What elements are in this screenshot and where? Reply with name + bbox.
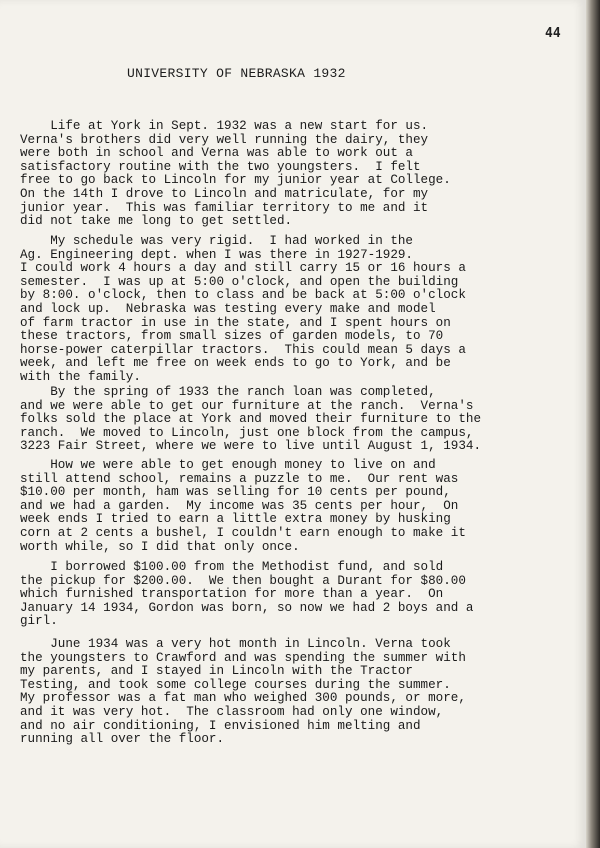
- paragraph-june-1934: [20, 638, 495, 747]
- text-line: Life at York in Sept. 1932 was a new start for us.: [20, 119, 429, 133]
- text-line: By the spring of 1933 the ranch loan was completed,: [20, 385, 436, 399]
- text-line: which furnished transportation for more than a year. On: [20, 587, 444, 602]
- paragraph-york-1932: [20, 120, 495, 229]
- text-line: worth while, so I did that only once.: [20, 539, 300, 554]
- text-line: did not take me long to get settled.: [20, 214, 293, 229]
- text-line: 3223 Fair Street, where we were to live until August 1, 1934.: [20, 439, 482, 454]
- text-line: girl.: [20, 614, 58, 629]
- text-line: How we were able to get enough money to live on and: [20, 458, 436, 472]
- text-line: horse-power caterpillar tractors. This could mean 5 days a: [20, 342, 466, 357]
- page-number: 44: [545, 26, 561, 41]
- text-line: were both in school and Verna was able to work out a: [20, 146, 413, 161]
- text-line: I could work 4 hours a day and still carry 15 or 16 hours a: [20, 261, 466, 276]
- paragraph-spring-1933: [20, 386, 495, 454]
- text-line: still attend school, remains a puzzle to me. Our rent was: [20, 471, 459, 486]
- text-line: the pickup for $200.00. We then bought a Durant for $80.00: [20, 573, 466, 588]
- text-line: folks sold the place at York and moved their furniture to the: [20, 412, 482, 427]
- paragraph-money: [20, 459, 495, 554]
- text-line: and we were able to get our furniture at the ranch. Verna's: [20, 398, 474, 413]
- text-line: $10.00 per month, ham was selling for 10 cents per pound,: [20, 485, 451, 500]
- text-line: week, and left me free on week ends to go to York, and be: [20, 356, 451, 371]
- text-line: Testing, and took some college courses during the summer.: [20, 677, 451, 692]
- paragraph-borrowed: [20, 561, 495, 629]
- text-line: and it was very hot. The classroom had only one window,: [20, 704, 444, 719]
- text-line: Ag. Engineering dept. when I was there in 1927-1929.: [20, 247, 413, 262]
- text-line: ranch. We moved to Lincoln, just one block from the campus,: [20, 425, 474, 440]
- text-line: satisfactory routine with the two youngsters. I felt: [20, 159, 421, 174]
- text-line: these tractors, from small sizes of garden models, to 70: [20, 329, 444, 344]
- text-line: week ends I tried to earn a little extra money by husking: [20, 512, 451, 527]
- page-heading: UNIVERSITY OF NEBRASKA 1932: [127, 66, 346, 81]
- text-line: of farm tractor in use in the state, and I spent hours on: [20, 315, 451, 330]
- page-edge-shadow: [586, 0, 600, 848]
- text-line: with the family.: [20, 369, 141, 384]
- text-line: June 1934 was a very hot month in Lincoln. Verna took: [20, 637, 451, 651]
- text-line: by 8:00. o'clock, then to class and be back at 5:00 o'clock: [20, 288, 466, 303]
- text-line: My schedule was very rigid. I had worked in the: [20, 234, 413, 248]
- text-line: Verna's brothers did very well running the dairy, they: [20, 132, 429, 147]
- text-line: On the 14th I drove to Lincoln and matriculate, for my: [20, 186, 429, 201]
- text-line: running all over the floor.: [20, 732, 225, 747]
- text-line: corn at 2 cents a bushel, I couldn't earn enough to make it: [20, 525, 466, 540]
- text-line: semester. I was up at 5:00 o'clock, and open the building: [20, 274, 459, 289]
- text-line: January 14 1934, Gordon was born, so now we had 2 boys and a: [20, 600, 474, 615]
- text-line: junior year. This was familiar territory to me and it: [20, 200, 429, 215]
- text-line: and no air conditioning, I envisioned him melting and: [20, 718, 421, 733]
- text-line: and lock up. Nebraska was testing every make and model: [20, 301, 436, 316]
- text-line: I borrowed $100.00 from the Methodist fund, and sold: [20, 560, 444, 574]
- paragraph-schedule: [20, 235, 495, 385]
- text-line: and we had a garden. My income was 35 cents per hour, On: [20, 498, 459, 513]
- text-line: my parents, and I stayed in Lincoln with the Tractor: [20, 664, 413, 679]
- text-line: the youngsters to Crawford and was spending the summer with: [20, 650, 466, 665]
- text-line: free to go back to Lincoln for my junior year at College.: [20, 173, 451, 188]
- text-line: My professor was a fat man who weighed 300 pounds, or more,: [20, 691, 466, 706]
